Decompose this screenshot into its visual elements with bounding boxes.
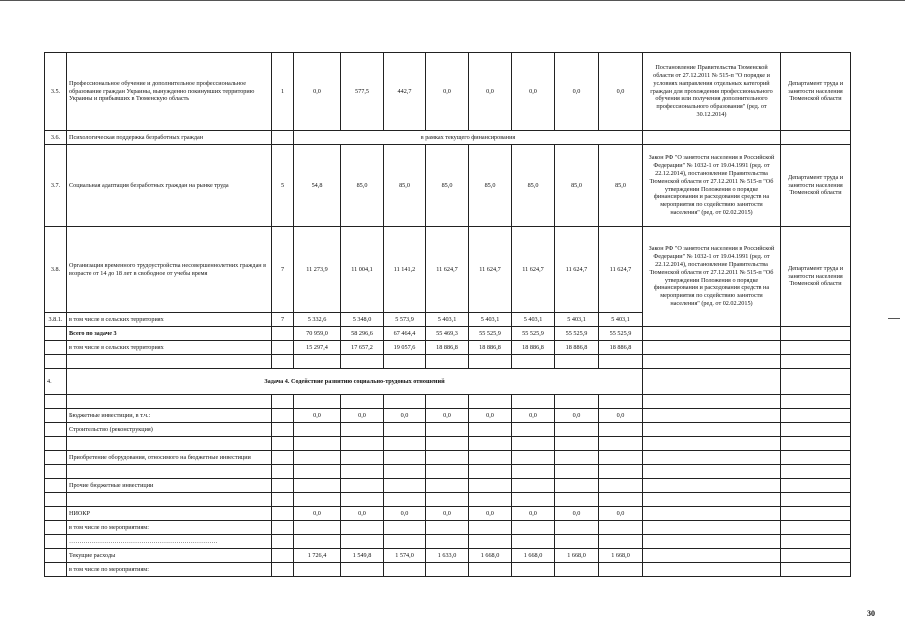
- empty-cell: [643, 395, 781, 409]
- value-cell: 0,0: [294, 409, 341, 423]
- row-name: в том числе в сельских территориях: [67, 341, 272, 355]
- row-number: [45, 563, 67, 577]
- basis-cell: [643, 479, 781, 493]
- value-cell: 55 525,9: [469, 327, 512, 341]
- value-cell: 67 464,4: [384, 327, 426, 341]
- value-cell: 85,0: [384, 145, 426, 227]
- empty-cell: [294, 355, 341, 369]
- row-number: [45, 549, 67, 563]
- budget-table: [44, 52, 851, 577]
- empty-cell: [45, 355, 67, 369]
- table-row: [45, 53, 851, 131]
- table-row: [45, 493, 851, 507]
- basis-cell: [643, 423, 781, 437]
- row-number: 4.: [45, 369, 67, 395]
- value-cell: 5 403,1: [469, 313, 512, 327]
- value-cell: [599, 535, 643, 549]
- value-cell: [599, 423, 643, 437]
- row-number: [45, 423, 67, 437]
- value-cell: 11 141,2: [384, 227, 426, 313]
- value-cell: 5 573,9: [384, 313, 426, 327]
- empty-cell: [341, 437, 384, 451]
- scan-mark-right: [888, 318, 900, 319]
- value-cell: 85,0: [512, 145, 555, 227]
- value-cell: 1 633,0: [426, 549, 469, 563]
- table-row: [45, 437, 851, 451]
- empty-cell: [272, 395, 294, 409]
- table-row: [45, 535, 851, 549]
- row-number: [45, 327, 67, 341]
- row-number: [45, 409, 67, 423]
- basis-cell: [643, 521, 781, 535]
- value-cell: [294, 535, 341, 549]
- executor-cell: [781, 451, 851, 465]
- value-cell: [555, 423, 599, 437]
- executor-cell: [781, 423, 851, 437]
- row-name: Психологическая поддержка безработных граждан: [67, 131, 272, 145]
- empty-cell: [426, 395, 469, 409]
- value-cell: 442,7: [384, 53, 426, 131]
- value-cell: 11 624,7: [555, 227, 599, 313]
- empty-cell: [599, 465, 643, 479]
- value-cell: 1 726,4: [294, 549, 341, 563]
- empty-cell: [384, 437, 426, 451]
- row-number: [45, 479, 67, 493]
- value-cell: [512, 479, 555, 493]
- value-cell: [294, 521, 341, 535]
- value-cell: 18 886,8: [512, 341, 555, 355]
- empty-cell: [781, 355, 851, 369]
- empty-cell: [555, 355, 599, 369]
- value-cell: 55 525,9: [599, 327, 643, 341]
- empty-cell: [67, 355, 272, 369]
- empty-cell: [555, 437, 599, 451]
- value-cell: [384, 479, 426, 493]
- row-name: Прочие бюджетные инвестиции: [67, 479, 272, 493]
- value-cell: 15 297,4: [294, 341, 341, 355]
- empty-cell: [643, 465, 781, 479]
- row-name: в том числе по мероприятиям:: [67, 563, 272, 577]
- value-cell: 0,0: [555, 409, 599, 423]
- value-cell: [469, 521, 512, 535]
- col-code: [272, 535, 294, 549]
- table-row: [45, 549, 851, 563]
- empty-cell: [469, 437, 512, 451]
- row-number: 3.5.: [45, 53, 67, 131]
- empty-cell: [555, 493, 599, 507]
- col-code: [272, 327, 294, 341]
- value-cell: 11 624,7: [469, 227, 512, 313]
- empty-cell: [469, 355, 512, 369]
- basis-cell: [643, 409, 781, 423]
- value-cell: 1 668,0: [469, 549, 512, 563]
- executor: Департамент труда и занятости населения Тюменской области: [781, 227, 851, 327]
- value-cell: 70 959,0: [294, 327, 341, 341]
- value-cell: [599, 479, 643, 493]
- empty-cell: [67, 437, 272, 451]
- empty-cell: [67, 493, 272, 507]
- value-cell: 85,0: [426, 145, 469, 227]
- value-cell: [384, 563, 426, 577]
- empty-cell: [384, 465, 426, 479]
- value-cell: 0,0: [512, 507, 555, 521]
- value-cell: 5 403,1: [512, 313, 555, 327]
- value-cell: [469, 535, 512, 549]
- empty-cell: [341, 355, 384, 369]
- table-row: [45, 355, 851, 369]
- col-code: 5: [272, 145, 294, 227]
- col-code: [272, 423, 294, 437]
- row-number: [45, 341, 67, 355]
- value-cell: [555, 521, 599, 535]
- empty-cell: [272, 355, 294, 369]
- value-cell: 85,0: [341, 145, 384, 227]
- value-cell: 5 348,0: [341, 313, 384, 327]
- value-cell: 1 574,0: [384, 549, 426, 563]
- executor-cell: [781, 535, 851, 549]
- value-cell: 0,0: [341, 409, 384, 423]
- col-code: [272, 479, 294, 493]
- value-cell: [555, 563, 599, 577]
- legal-basis: Закон РФ "О занятости населения в Российской Федерации" № 1032-1 от 19.04.1991 (ред. от 22.12.2014), постановление Правительства Тюменской области от 27.12.2011 № 515-п "Об утверждении Положения о порядке финансирования и расходования средств на мероприятия по содействию занятости населения" (ред. от 02.02.2015): [643, 145, 781, 227]
- col-code: 7: [272, 313, 294, 327]
- empty-cell: [781, 465, 851, 479]
- value-cell: 85,0: [469, 145, 512, 227]
- table-row: [45, 507, 851, 521]
- value-cell: [512, 535, 555, 549]
- empty-cell: [45, 437, 67, 451]
- value-cell: [341, 535, 384, 549]
- value-cell: 55 525,9: [555, 327, 599, 341]
- legal-basis: Закон РФ "О занятости населения в Российской Федерации" № 1032-1 от 19.04.1991 (ред. от 22.12.2014), постановление Правительства Тюменской области от 27.12.2011 № 515-п "Об утверждении Положения о порядке финансирования и расходования средств на мероприятия по содействию занятости населения" (ред. от 02.02.2015): [643, 227, 781, 327]
- value-cell: 0,0: [384, 507, 426, 521]
- executor-cell: [781, 409, 851, 423]
- empty-cell: [781, 493, 851, 507]
- empty-cell: [512, 493, 555, 507]
- table-row: [45, 451, 851, 465]
- value-cell: 5 403,1: [555, 313, 599, 327]
- col-code: [272, 341, 294, 355]
- row-name: Всего по задаче 3: [67, 327, 272, 341]
- row-number: 3.8.: [45, 227, 67, 313]
- value-cell: 11 273,9: [294, 227, 341, 313]
- empty-cell: [599, 355, 643, 369]
- table-row: [45, 341, 851, 355]
- row-name: Организация временного трудоустройства несовершеннолетних граждан в возрасте от 14 до 18 лет в свободное от учебы время: [67, 227, 272, 313]
- value-cell: 54,8: [294, 145, 341, 227]
- basis-cell: [643, 131, 781, 145]
- empty-cell: [294, 465, 341, 479]
- value-cell: [341, 451, 384, 465]
- value-cell: 19 057,6: [384, 341, 426, 355]
- scan-edge-top: [0, 0, 905, 1]
- legal-basis: Постановление Правительства Тюменской области от 27.12.2011 № 515-п "О порядке и условиях направления отдельных категорий граждан для прохождения профессионального обучения или получения дополнительного профессионального образования" (ред. от 30.12.2014): [643, 53, 781, 131]
- value-cell: [426, 479, 469, 493]
- empty-cell: [512, 395, 555, 409]
- value-cell: 0,0: [294, 53, 341, 131]
- value-cell: 18 886,8: [426, 341, 469, 355]
- value-cell: 17 657,2: [341, 341, 384, 355]
- value-cell: 0,0: [426, 409, 469, 423]
- executor-cell: [781, 341, 851, 355]
- value-cell: 55 525,9: [512, 327, 555, 341]
- table-row: [45, 131, 851, 145]
- value-cell: [426, 451, 469, 465]
- row-name: Текущие расходы: [67, 549, 272, 563]
- value-cell: 85,0: [555, 145, 599, 227]
- value-cell: [555, 451, 599, 465]
- executor-cell: [781, 327, 851, 341]
- empty-cell: [512, 437, 555, 451]
- empty-cell: [45, 465, 67, 479]
- col-code: [272, 563, 294, 577]
- row-number: 3.6.: [45, 131, 67, 145]
- executor-cell: [781, 131, 851, 145]
- value-cell: 0,0: [426, 53, 469, 131]
- empty-cell: [643, 493, 781, 507]
- empty-cell: [426, 465, 469, 479]
- value-cell: 5 332,6: [294, 313, 341, 327]
- row-name: ………………………………………………………………: [67, 535, 272, 549]
- value-cell: 85,0: [599, 145, 643, 227]
- value-cell: [469, 451, 512, 465]
- empty-cell: [341, 493, 384, 507]
- value-cell: 5 403,1: [599, 313, 643, 327]
- value-cell: 0,0: [294, 507, 341, 521]
- value-cell: 0,0: [426, 507, 469, 521]
- value-cell: 55 469,3: [426, 327, 469, 341]
- row-name: Приобретение оборудования, относимого на бюджетные инвестиции: [67, 451, 272, 465]
- value-cell: 1 668,0: [512, 549, 555, 563]
- executor: Департамент труда и занятости населения Тюменской области: [781, 53, 851, 131]
- empty-cell: [272, 465, 294, 479]
- col-code: [272, 521, 294, 535]
- page-number: 30: [867, 609, 875, 618]
- empty-cell: [294, 437, 341, 451]
- empty-cell: [67, 465, 272, 479]
- table-row: [45, 409, 851, 423]
- value-cell: [512, 563, 555, 577]
- table-row: [45, 145, 851, 227]
- col-code: [272, 409, 294, 423]
- row-name: Строительство (реконструкция): [67, 423, 272, 437]
- empty-cell: [599, 395, 643, 409]
- value-cell: [384, 423, 426, 437]
- executor-cell: [781, 369, 851, 395]
- value-cell: [294, 451, 341, 465]
- empty-cell: [67, 395, 272, 409]
- value-cell: 0,0: [469, 53, 512, 131]
- empty-cell: [341, 465, 384, 479]
- empty-cell: [384, 395, 426, 409]
- empty-cell: [599, 493, 643, 507]
- value-cell: [599, 521, 643, 535]
- basis-cell: [643, 369, 781, 395]
- value-cell: [341, 479, 384, 493]
- col-code: [272, 507, 294, 521]
- value-cell: 577,5: [341, 53, 384, 131]
- executor-cell: [781, 563, 851, 577]
- table-row: [45, 395, 851, 409]
- row-number: 3.7.: [45, 145, 67, 227]
- col-code: 7: [272, 227, 294, 313]
- value-cell: 1 549,8: [341, 549, 384, 563]
- row-name: Бюджетные инвестиции, в т.ч.:: [67, 409, 272, 423]
- value-cell: [341, 521, 384, 535]
- col-code: 1: [272, 53, 294, 131]
- basis-cell: [643, 451, 781, 465]
- row-name: НИОКР: [67, 507, 272, 521]
- empty-cell: [294, 493, 341, 507]
- empty-cell: [643, 437, 781, 451]
- value-cell: 58 296,6: [341, 327, 384, 341]
- value-cell: [294, 479, 341, 493]
- table-row: [45, 479, 851, 493]
- value-cell: 11 624,7: [599, 227, 643, 313]
- table-row: [45, 423, 851, 437]
- value-cell: [469, 423, 512, 437]
- basis-cell: [643, 327, 781, 341]
- col-code: [272, 131, 294, 145]
- table-row: [45, 369, 851, 395]
- empty-cell: [341, 395, 384, 409]
- executor-cell: [781, 507, 851, 521]
- value-cell: 0,0: [555, 53, 599, 131]
- empty-cell: [781, 437, 851, 451]
- value-cell: [384, 535, 426, 549]
- executor-cell: [781, 479, 851, 493]
- empty-cell: [426, 493, 469, 507]
- basis-cell: [643, 507, 781, 521]
- row-name: Профессиональное обучение и дополнительное профессиональное образование граждан Украины, вынужденно покинувших территорию Украины и прибывших в Тюменскую область: [67, 53, 272, 131]
- basis-cell: [643, 535, 781, 549]
- value-cell: [555, 535, 599, 549]
- value-cell: 0,0: [469, 409, 512, 423]
- table-row: [45, 563, 851, 577]
- value-cell: [426, 535, 469, 549]
- value-cell: [469, 479, 512, 493]
- empty-cell: [426, 437, 469, 451]
- table-body: [45, 53, 851, 577]
- empty-cell: [384, 355, 426, 369]
- row-number: 3.8.1.: [45, 313, 67, 327]
- value-cell: 0,0: [555, 507, 599, 521]
- empty-cell: [272, 493, 294, 507]
- table-row: [45, 465, 851, 479]
- value-cell: 1 668,0: [555, 549, 599, 563]
- value-cell: [426, 521, 469, 535]
- value-cell: 0,0: [341, 507, 384, 521]
- row-number: [45, 451, 67, 465]
- empty-cell: [555, 465, 599, 479]
- value-cell: [294, 563, 341, 577]
- empty-cell: [45, 395, 67, 409]
- value-cell: 5 403,1: [426, 313, 469, 327]
- row-name: Социальная адаптация безработных граждан на рынке труда: [67, 145, 272, 227]
- value-cell: [384, 521, 426, 535]
- row-number: [45, 535, 67, 549]
- value-cell: 1 668,0: [599, 549, 643, 563]
- empty-cell: [45, 493, 67, 507]
- value-cell: 11 004,1: [341, 227, 384, 313]
- value-cell: [512, 521, 555, 535]
- financing-note: в рамках текущего финансирования: [294, 131, 643, 145]
- value-cell: [512, 451, 555, 465]
- value-cell: [384, 451, 426, 465]
- value-cell: 18 886,8: [599, 341, 643, 355]
- value-cell: 0,0: [512, 53, 555, 131]
- empty-cell: [555, 395, 599, 409]
- value-cell: 0,0: [599, 409, 643, 423]
- basis-cell: [643, 341, 781, 355]
- empty-cell: [426, 355, 469, 369]
- empty-cell: [384, 493, 426, 507]
- value-cell: 18 886,8: [555, 341, 599, 355]
- value-cell: [469, 563, 512, 577]
- value-cell: [599, 563, 643, 577]
- empty-cell: [512, 355, 555, 369]
- empty-cell: [469, 465, 512, 479]
- table-row: [45, 521, 851, 535]
- value-cell: [341, 423, 384, 437]
- empty-cell: [294, 395, 341, 409]
- task-heading: Задача 4. Содействие развитию социально-трудовых отношений: [67, 369, 643, 395]
- basis-cell: [643, 549, 781, 563]
- row-number: [45, 507, 67, 521]
- value-cell: 0,0: [469, 507, 512, 521]
- value-cell: [512, 423, 555, 437]
- col-code: [272, 549, 294, 563]
- executor: Департамент труда и занятости населения Тюменской области: [781, 145, 851, 227]
- value-cell: 11 624,7: [426, 227, 469, 313]
- basis-cell: [643, 563, 781, 577]
- value-cell: [599, 451, 643, 465]
- row-number: [45, 521, 67, 535]
- empty-cell: [469, 395, 512, 409]
- table-row: [45, 327, 851, 341]
- value-cell: 0,0: [512, 409, 555, 423]
- empty-cell: [599, 437, 643, 451]
- value-cell: [555, 479, 599, 493]
- value-cell: 0,0: [599, 53, 643, 131]
- row-name: в том числе по мероприятиям:: [67, 521, 272, 535]
- value-cell: [426, 563, 469, 577]
- col-code: [272, 451, 294, 465]
- empty-cell: [781, 395, 851, 409]
- empty-cell: [512, 465, 555, 479]
- value-cell: 11 624,7: [512, 227, 555, 313]
- empty-cell: [469, 493, 512, 507]
- value-cell: 0,0: [599, 507, 643, 521]
- value-cell: [341, 563, 384, 577]
- row-name: в том числе в сельских территориях: [67, 313, 272, 327]
- executor-cell: [781, 521, 851, 535]
- empty-cell: [643, 355, 781, 369]
- empty-cell: [272, 437, 294, 451]
- table-row: [45, 227, 851, 313]
- value-cell: 18 886,8: [469, 341, 512, 355]
- executor-cell: [781, 549, 851, 563]
- value-cell: 0,0: [384, 409, 426, 423]
- value-cell: [426, 423, 469, 437]
- value-cell: [294, 423, 341, 437]
